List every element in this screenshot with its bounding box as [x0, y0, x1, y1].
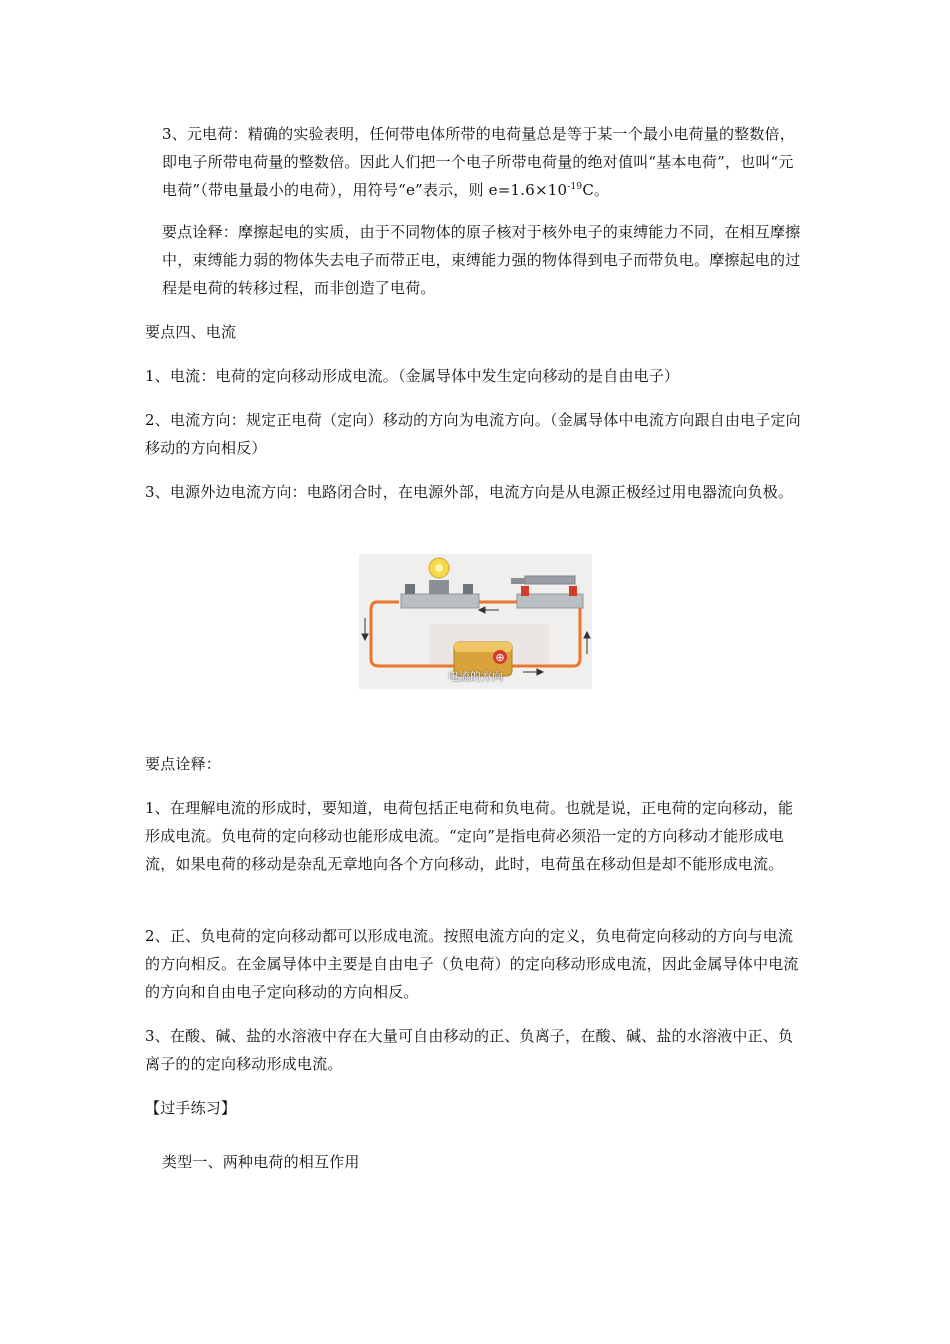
- paragraph-current-definition: 1、电流：电荷的定向移动形成电流。（金属导体中发生定向移动的是自由电子）: [145, 367, 680, 385]
- notes-heading: 要点诠释：: [145, 755, 222, 773]
- paragraph-elementary-charge: 3、元电荷：精确的实验表明，任何带电体所带的电荷量总是等于某一个最小电荷量的整数倍，即电子所带电荷量的整数倍。因此人们把一个电子所带电荷量的绝对值叫“基本电荷”，也叫“元电荷”（带电量最小的电荷），用符号“e”表示，则 $e=1.6\times 10^{-19}C$。: [162, 125, 795, 199]
- circuit-figure: [359, 554, 592, 689]
- type-one-heading: 类型一、两种电荷的相互作用: [162, 1153, 360, 1171]
- note-1: 1、在理解电流的形成时，要知道，电荷包括正电荷和负电荷。也就是说，正电荷的定向移动，能形成电流。负电荷的定向移动也能形成电流。“定向”是指电荷必须沿一定的方向移动才能形成电流，如果电荷的移动是杂乱无章地向各个方向移动，此时，电荷虽在移动但是却不能形成电流。: [145, 799, 794, 873]
- figure-caption: 电流的方向: [448, 670, 503, 683]
- paragraph-external-current: 3、电源外边电流方向：电路闭合时，在电源外部，电流方向是从电源正极经过用电器流向负极。: [145, 483, 794, 501]
- note-2: 2、正、负电荷的定向移动都可以形成电流。按照电流方向的定义，负电荷定向移动的方向与电流的方向相反。在金属导体中主要是自由电子（负电荷）的定向移动形成电流，因此金属导体中电流的方向和自由电子定向移动的方向相反。: [145, 927, 799, 1001]
- paragraph-friction-note: 要点诠释：摩擦起电的实质，由于不同物体的原子核对于核外电子的束缚能力不同，在相互摩擦中，束缚能力弱的物体失去电子而带正电，束缚能力强的物体得到电子而带负电。摩擦起电的过程是电荷的转移过程，而非创造了电荷。: [162, 223, 801, 297]
- section-heading-current: 要点四、电流: [145, 323, 237, 341]
- practice-heading: 【过手练习】: [145, 1099, 237, 1117]
- paragraph-current-direction: 2、电流方向：规定正电荷（定向）移动的方向为电流方向。（金属导体中电流方向跟自由电子定向移动的方向相反）: [145, 411, 801, 457]
- battery-symbol: ⊕: [495, 651, 505, 664]
- note-3: 3、在酸、碱、盐的水溶液中存在大量可自由移动的正、负离子，在酸、碱、盐的水溶液中正、负离子的的定向移动形成电流。: [145, 1027, 794, 1073]
